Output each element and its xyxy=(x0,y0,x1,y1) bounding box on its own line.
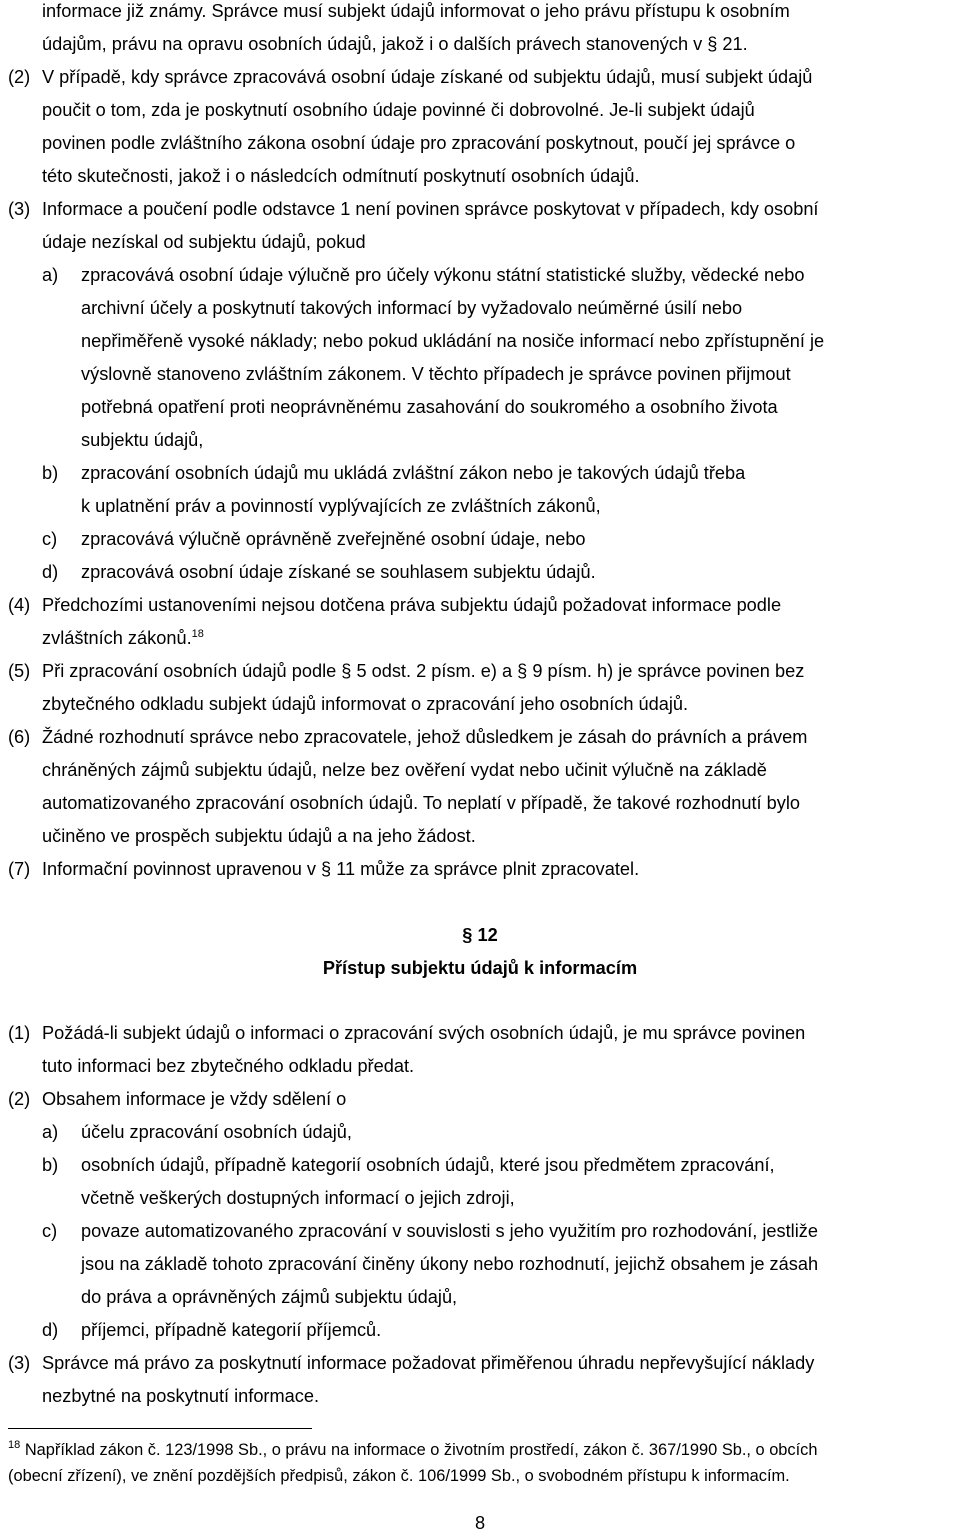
item-letter: d) xyxy=(42,562,59,582)
s12-p2-d-line-1: příjemci, případně kategorií příjemců. xyxy=(81,1320,382,1340)
paragraph-number: (1) xyxy=(8,1023,31,1043)
s11-p4-line-1: Předchozími ustanoveními nejsou dotčena práva subjektu údajů požadovat informace podle xyxy=(42,595,782,615)
s11-p6-line-2: chráněných zájmů subjektu údajů, nelze bez ověření vydat nebo učinit výlučně na základě xyxy=(42,760,767,780)
paragraph-number: (2) xyxy=(8,67,31,87)
s11-p3-d-line-1: zpracovává osobní údaje získané se souhlasem subjektu údajů. xyxy=(81,562,596,582)
s11-p3-a-line-1: zpracovává osobní údaje výlučně pro účely výkonu státní statistické služby, vědecké nebo xyxy=(81,265,805,285)
s11-p3-line-1: Informace a poučení podle odstavce 1 není povinen správce poskytovat v případech, kdy osobní xyxy=(42,199,819,219)
s12-p2-line-1: Obsahem informace je vždy sdělení o xyxy=(42,1089,347,1109)
paragraph-number: (6) xyxy=(8,727,31,747)
footnote-line-2: (obecní zřízení), ve znění pozdějších předpisů, zákon č. 106/1999 Sb., o svobodném přístupu k informacím. xyxy=(8,1467,790,1485)
s11-p3-line-2: údaje nezískal od subjektu údajů, pokud xyxy=(42,232,366,252)
paragraph-number: (7) xyxy=(8,859,31,879)
s12-p2-b-line-2: včetně veškerých dostupných informací o jejich zdroji, xyxy=(81,1188,515,1208)
s11-p3-a-line-2: archivní účely a poskytnutí takových informací by vyžadovalo neúměrné úsilí nebo xyxy=(81,298,743,318)
s11-p2-line-3: povinen podle zvláštního zákona osobní údaje pro zpracování poskytnout, poučí jej správce o xyxy=(42,133,796,153)
s11-p2-line-2: poučit o tom, zda je poskytnutí osobního údaje povinné či dobrovolné. Je-li subjekt údajů xyxy=(42,100,755,120)
s11-p6-line-3: automatizovaného zpracování osobních údajů. To neplatí v případě, že takové rozhodnutí bylo xyxy=(42,793,800,813)
s11-p3-b-line-2: k uplatnění práv a povinností vyplývajících ze zvláštních zákonů, xyxy=(81,496,601,516)
footnote-text-1: Například zákon č. 123/1998 Sb., o právu na informace o životním prostředí, zákon č. 367/1990 Sb., o obcích xyxy=(24,1441,818,1459)
s11-p4-line-2-text: zvláštních zákonů. xyxy=(42,628,192,648)
footnote-mark: 18 xyxy=(8,1439,21,1451)
paragraph-number: (5) xyxy=(8,661,31,681)
section-title: Přístup subjektu údajů k informacím xyxy=(322,958,638,978)
s12-p2-c-line-2: jsou na základě tohoto zpracování činěny úkony nebo rozhodnutí, jejichž obsahem je zásah xyxy=(81,1254,819,1274)
s11-p3-a-line-4: výslovně stanoveno zvláštním zákonem. V těchto případech je správce povinen přijmout xyxy=(81,364,791,384)
item-letter: a) xyxy=(42,265,59,285)
s11-p3-c-line-1: zpracovává výlučně oprávněně zveřejněné osobní údaje, nebo xyxy=(81,529,586,549)
s11-p6-line-4: učiněno ve prospěch subjektu údajů a na jeho žádost. xyxy=(42,826,476,846)
s12-p1-line-1: Požádá-li subjekt údajů o informaci o zpracování svých osobních údajů, je mu správce povinen xyxy=(42,1023,806,1043)
footnote-line-1 xyxy=(8,1437,818,1463)
s12-p2-c-line-3: do práva a oprávněných zájmů subjektu údajů, xyxy=(81,1287,458,1307)
s11-p5-line-1: Při zpracování osobních údajů podle § 5 odst. 2 písm. e) a § 9 písm. h) je správce povinen bez xyxy=(42,661,805,681)
item-letter: c) xyxy=(42,1221,58,1241)
paragraph-number: (3) xyxy=(8,199,31,219)
s12-p1-line-2: tuto informaci bez zbytečného odkladu předat. xyxy=(42,1056,415,1076)
continuation-line-1: informace již známy. Správce musí subjekt údajů informovat o jeho právu přístupu k osobním xyxy=(42,1,790,21)
item-letter: b) xyxy=(42,1155,59,1175)
section-heading: § 12 xyxy=(462,925,498,945)
s12-p3-line-1: Správce má právo za poskytnutí informace požadovat přiměřenou úhradu nepřevyšující náklady xyxy=(42,1353,815,1373)
s12-p2-a-line-1: účelu zpracování osobních údajů, xyxy=(81,1122,352,1142)
s12-p3-line-2: nezbytné na poskytnutí informace. xyxy=(42,1386,320,1406)
item-letter: d) xyxy=(42,1320,59,1340)
continuation-line-2: údajům, právu na opravu osobních údajů, jakož i o dalších právech stanovených v § 21. xyxy=(42,34,748,54)
item-letter: b) xyxy=(42,463,59,483)
s12-p2-c-line-1: povaze automatizovaného zpracování v souvislosti s jeho využitím pro rozhodování, jestliže xyxy=(81,1221,818,1241)
footnote-reference[interactable]: 18 xyxy=(191,628,204,640)
s11-p5-line-2: zbytečného odkladu subjekt údajů informovat o zpracování jeho osobních údajů. xyxy=(42,694,689,714)
s12-p2-b-line-1: osobních údajů, případně kategorií osobních údajů, které jsou předmětem zpracování, xyxy=(81,1155,775,1175)
s11-p3-a-line-6: subjektu údajů, xyxy=(81,430,204,450)
paragraph-number: (3) xyxy=(8,1353,31,1373)
s11-p3-a-line-3: nepřiměřeně vysoké náklady; nebo pokud ukládání na nosiče informací nebo zpřístupnění je xyxy=(81,331,825,351)
footnote-separator xyxy=(8,1428,312,1429)
paragraph-number: (2) xyxy=(8,1089,31,1109)
page-number: 8 xyxy=(474,1513,486,1533)
s11-p7-line-1: Informační povinnost upravenou v § 11 může za správce plnit zpracovatel. xyxy=(42,859,640,879)
s11-p3-a-line-5: potřebná opatření proti neoprávněnému zasahování do soukromého a osobního života xyxy=(81,397,778,417)
s11-p2-line-1: V případě, kdy správce zpracovává osobní údaje získané od subjektu údajů, musí subjekt údajů xyxy=(42,67,813,87)
s11-p2-line-4: této skutečnosti, jakož i o následcích odmítnutí poskytnutí osobních údajů. xyxy=(42,166,640,186)
item-letter: c) xyxy=(42,529,58,549)
paragraph-number: (4) xyxy=(8,595,31,615)
item-letter: a) xyxy=(42,1122,59,1142)
s11-p4-line-2 xyxy=(42,622,204,655)
s11-p6-line-1: Žádné rozhodnutí správce nebo zpracovatele, jehož důsledkem je zásah do právních a právem xyxy=(42,727,808,747)
s11-p3-b-line-1: zpracování osobních údajů mu ukládá zvláštní zákon nebo je takových údajů třeba xyxy=(81,463,746,483)
